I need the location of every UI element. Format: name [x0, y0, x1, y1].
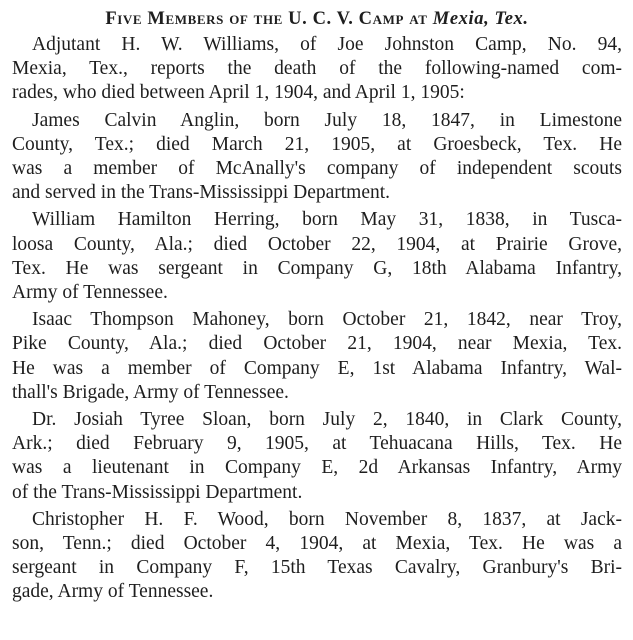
heading-place: Mexia, Tex.: [432, 9, 529, 29]
text-line: Tex. He was sergeant in Company G, 18th Alabama Infantry,: [12, 257, 622, 279]
text-line: gade, Army of Tennessee.: [12, 581, 214, 603]
text-line: Isaac Thompson Mahoney, born October 21, 1842, near Troy,: [32, 309, 622, 331]
text-line: of the Trans-Mississippi Department.: [12, 481, 303, 503]
text-line: Adjutant H. W. Williams, of Joe Johnston Camp, No. 94,: [32, 34, 622, 55]
text-line: Christopher H. F. Wood, born November 8, 1837, at Jack-: [32, 508, 622, 530]
heading-lead: Five Members of the U. C. V. Camp at: [105, 9, 433, 29]
text-line: loosa County, Ala.; died October 22, 1904, at Prairie Grove,: [12, 233, 622, 255]
text-line: son, Tenn.; died October 4, 1904, at Mexia, Tex. He was a: [12, 533, 622, 555]
text-line: He was a member of Company E, 1st Alabama Infantry, Wal-: [12, 357, 622, 379]
text-line: was a lieutenant in Company E, 2d Arkansas Infantry, Army: [12, 457, 622, 479]
text-line: Mexia, Tex., reports the death of the following-named com-: [12, 58, 622, 80]
text-line: Dr. Josiah Tyree Sloan, born July 2, 1840, in Clark County,: [32, 409, 622, 431]
obituary-herring: [12, 208, 622, 305]
article-heading: [12, 6, 622, 32]
obituary-anglin: [12, 109, 622, 206]
text-line: Army of Tennessee.: [12, 282, 168, 304]
text-line: James Calvin Anglin, born July 18, 1847, in Limestone: [32, 109, 622, 131]
obituary-mahoney: [12, 308, 622, 405]
text-line: Ark.; died February 9, 1905, at Tehuacana Hills, Tex. He: [12, 433, 622, 455]
article: [12, 6, 622, 608]
text-line: Pike County, Ala.; died October 21, 1904, near Mexia, Tex.: [12, 333, 622, 355]
obituary-sloan: [12, 408, 622, 505]
text-line: William Hamilton Herring, born May 31, 1838, in Tusca-: [32, 209, 622, 231]
text-line: thall's Brigade, Army of Tennessee.: [12, 381, 289, 403]
text-line: and served in the Trans-Mississippi Department.: [12, 182, 391, 204]
text-line: was a member of McAnally's company of independent scouts: [12, 158, 622, 180]
intro-paragraph: [12, 33, 622, 106]
text-line: sergeant in Company F, 15th Texas Cavalry, Granbury's Bri-: [12, 557, 622, 579]
text-line: rades, who died between April 1, 1904, and April 1, 1905:: [12, 82, 465, 104]
text-line: County, Tex.; died March 21, 1905, at Groesbeck, Tex. He: [12, 133, 622, 155]
obituary-wood: [12, 508, 622, 605]
